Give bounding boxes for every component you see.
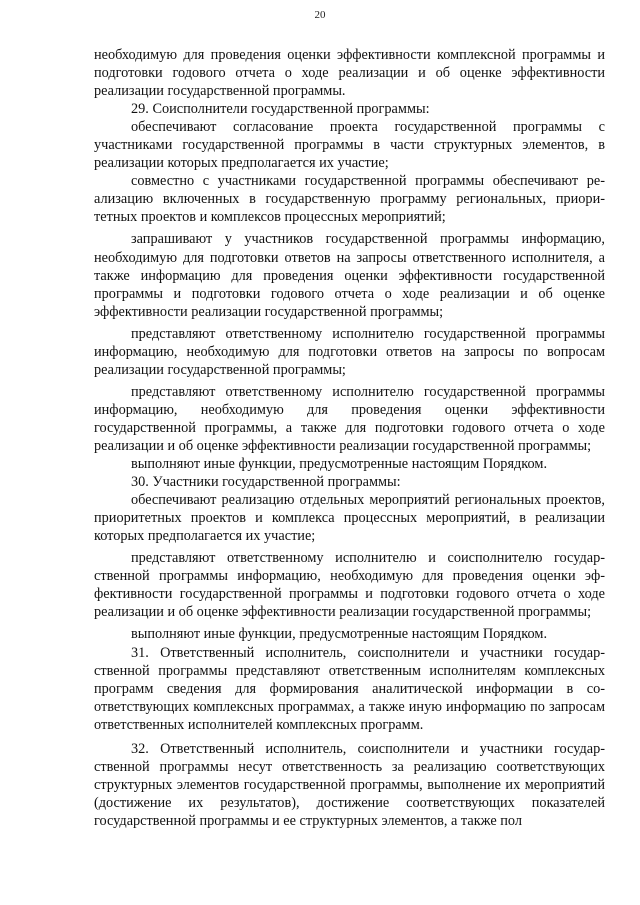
page-number: 20 bbox=[314, 9, 326, 21]
paragraph: представляют ответственному исполнителю государственной программы информацию, необходимую для подготовки ответов на запросы по вопросам реализации государственной программы; bbox=[94, 325, 605, 378]
paragraph-31: 31. Ответственный исполнитель, соисполнители и участники государственной программы представляют ответственным исполнителям комплексных программ сведения для формирования аналитической информации в соответствующих комплексных программах, а также иную информацию по запросам ответственных исполнителей комплексных программ. bbox=[94, 644, 605, 733]
paragraph-continuation: необходимую для проведения оценки эффективности комплексной программы и подготовки годового отчета о ходе реализации и об оценке эффективности реализации государственной программы. bbox=[94, 47, 605, 100]
paragraph: запрашивают у участников государственной программы информацию, необходимую для подготовки ответов на запросы ответственного исполнителя, а также информацию для проведения оценки эффективности государственной программы и подготовки годового отчета о ходе реализации и об оценке эффективности реализации государственной программы; bbox=[94, 231, 605, 320]
document-body bbox=[94, 46, 605, 830]
paragraph: обеспечивают реализацию отдельных мероприятий региональных проектов, приоритетных проектов и комплекса процессных мероприятий, в реализации которых предполагается их участие; bbox=[94, 492, 605, 545]
paragraph: совместно с участниками государственной программы обеспечивают реализацию включенных в государственную программу региональных, приоритетных проектов и комплексов процессных мероприятий; bbox=[94, 173, 605, 226]
paragraph: выполняют иные функции, предусмотренные настоящим Порядком. bbox=[131, 626, 548, 643]
paragraph: обеспечивают согласование проекта государственной программы с участниками государственной программы в части структурных элементов, в реализации которых предполагается их участие; bbox=[94, 119, 605, 172]
paragraph: выполняют иные функции, предусмотренные настоящим Порядком. bbox=[131, 456, 548, 473]
paragraph-32: 32. Ответственный исполнитель, соисполнители и участники государственной программы несут ответственность за реализацию соответствующих структурных элементов государственной программы, выполнение их мероприятий (достижение их результатов), достижение соответствующих показателей государственной программы и ее структурных элементов, а также пол bbox=[94, 740, 605, 829]
paragraph: представляют ответственному исполнителю и соисполнителю государственной программы информацию, необходимую для проведения оценки эффективности государственной программы и подготовки годового отчета о ходе реализации и об оценке эффективности реализации государственной программы; bbox=[94, 550, 605, 621]
paragraph-heading-29: 29. Соисполнители государственной программы: bbox=[131, 101, 430, 118]
paragraph-heading-30: 30. Участники государственной программы: bbox=[131, 474, 401, 491]
paragraph: представляют ответственному исполнителю государственной программы информацию, необходимую для проведения оценки эффективности государственной программы, а также для подготовки годового отчета о ходе реализации и об оценке эффективности реализации государственной программы; bbox=[94, 383, 605, 454]
